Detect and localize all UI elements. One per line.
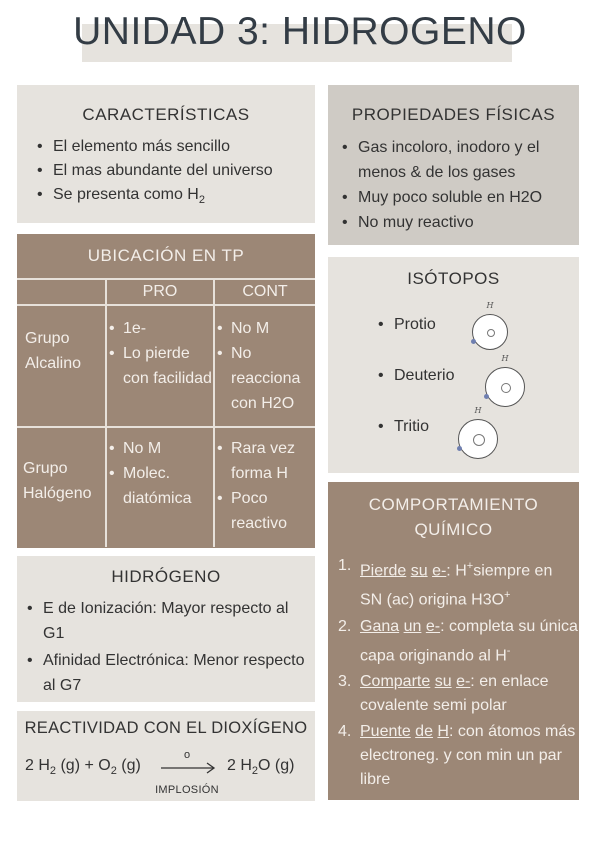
hidrogeno-card (17, 556, 315, 702)
ubicacion-card (17, 234, 315, 548)
comportamiento-heading: COMPORTAMIENTO QUÍMICO (368, 495, 539, 539)
ubicacion-heading: UBICACIÓN EN TP (87, 246, 245, 265)
list-item: • No M (107, 436, 213, 461)
list-item: • No reacciona con H2O (215, 341, 315, 416)
propiedades-card (328, 85, 579, 245)
arrow-label: IMPLOSIÓN (155, 784, 219, 796)
group-cell: Grupo Alcalino (17, 305, 106, 427)
list-item: • Poco reactivo (215, 486, 315, 536)
list-item: • Se presenta como $H_2$ (35, 183, 310, 212)
reaction-product: 2 $H_2O$ (g) (227, 757, 295, 778)
propiedades-list (340, 135, 576, 235)
list-item: • Rara vez forma H (215, 436, 315, 486)
subscript: 2 (198, 194, 205, 207)
list-item: • No muy reactivo (340, 210, 576, 235)
term: E de Ionización (43, 600, 153, 617)
caracteristicas-heading: CARACTERÍSTICAS (82, 105, 250, 124)
table-corner (17, 279, 106, 305)
hidrogeno-heading: HIDRÓGENO (111, 567, 221, 586)
propiedades-heading: PROPIEDADES FÍSICAS (351, 105, 556, 124)
list-item: • El elemento más sencillo (35, 135, 310, 159)
term: Afinidad Electrónica (43, 652, 185, 669)
cont-cell (214, 427, 315, 547)
caracteristicas-card (17, 85, 315, 223)
reaction-arrow-icon: o (159, 753, 217, 779)
list-item: • Deuterio (376, 364, 486, 388)
column-header-pro: PRO (106, 279, 214, 305)
list-item: • Protio (376, 313, 486, 337)
list-item: 1. Pierde su e-: H+siempre en SN (ac) origina H3O+ (338, 557, 553, 609)
cont-cell (214, 305, 315, 427)
page-title: UNIDAD 3: HIDROGENO (73, 10, 527, 53)
tritio-atom-icon: H (458, 419, 498, 459)
list-item: • Lo pierde con facilidad (107, 341, 213, 391)
list-item: 2. Gana un e-: completa su única capa originando al H- (338, 617, 578, 664)
list-item: • Muy poco soluble en H2O (340, 185, 576, 210)
reactividad-card (17, 711, 315, 801)
comportamiento-card (328, 482, 579, 800)
list-item: 4. Puente de H: con átomos más electroneg. y con min un par libre (338, 722, 576, 788)
pro-cell (106, 427, 214, 547)
isotopos-card (328, 257, 579, 473)
list-item: • No M (215, 316, 315, 341)
caracteristicas-list (35, 135, 310, 212)
table-row (17, 305, 315, 427)
list-item: • El mas abundante del universo (35, 159, 310, 183)
isotopos-heading: ISÓTOPOS (407, 269, 500, 288)
table-row (17, 427, 315, 547)
table-header-row (17, 279, 315, 305)
hidrogeno-list (25, 596, 310, 698)
pro-cell (106, 305, 214, 427)
comportamiento-list (338, 554, 578, 794)
reactividad-heading: REACTIVIDAD CON EL DIOXÍGENO (24, 719, 308, 737)
list-item: • Molec. diatómica (107, 461, 213, 511)
protio-atom-icon: H (472, 314, 508, 350)
list-item: • Gas incoloro, inodoro y el menos & de los gases (340, 135, 576, 185)
list-item: • Tritio (376, 415, 486, 439)
group-cell: Grupo Halógeno (17, 427, 106, 547)
reaction-equation: 2 $H_2$ $(g) + O_2$ (g) (25, 757, 141, 778)
list-item: • E de Ionización: Mayor respecto al G1 (25, 596, 310, 646)
deuterio-atom-icon: H (485, 367, 525, 407)
ubicacion-table (17, 278, 315, 547)
list-item: • 1e- (107, 316, 213, 341)
column-header-cont: CONT (214, 279, 315, 305)
list-item: • Afinidad Electrónica: Menor respecto al G7 (25, 648, 310, 698)
list-item: 3. Comparte su e-: en enlace covalente semi polar (338, 672, 549, 714)
